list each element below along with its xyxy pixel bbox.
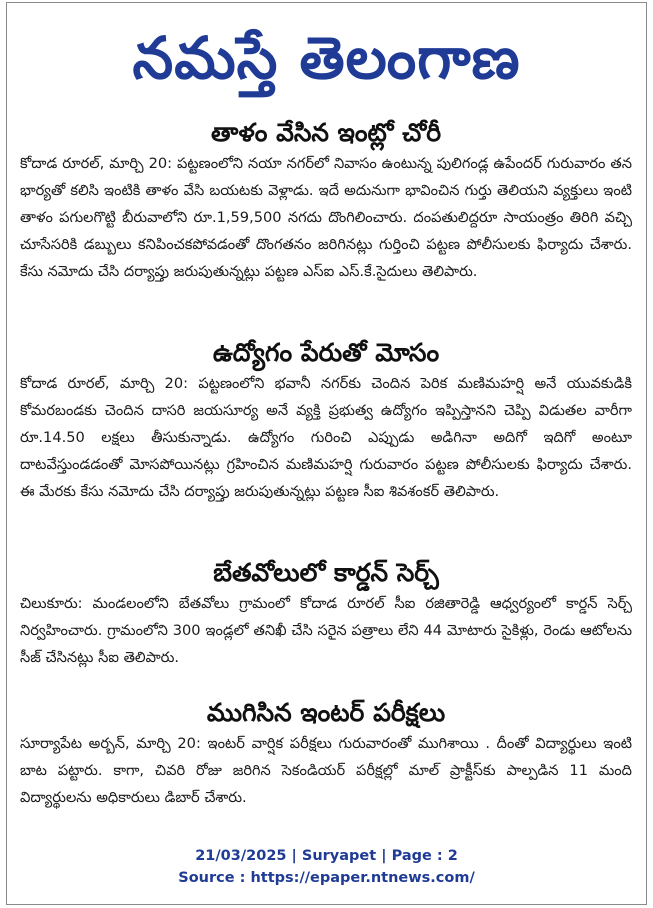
story-cordon-search <box>20 558 632 671</box>
story-body: చిలుకూరు: మండలంలోని బేతవోలు గ్రామంలో కోదాడ రూరల్ సీఐ రజితారెడ్డి ఆధ్వర్యంలో కార్డన్ సెర్చ్ నిర్వహించారు. గ్రామంలోని 300 ఇండ్లలో తనిఖీ చేసి సరైన పత్రాలు లేని 44 మోటారు సైకిళ్లు, రెండు ఆటోలను సీజ్ చేసినట్లు సీఐ తెలిపారు. <box>20 595 632 666</box>
story-body: సూర్యాపేట అర్బన్, మార్చి 20: ఇంటర్ వార్షిక పరీక్షలు గురువారంతో ముగిశాయి . దీంతో విద్యార్థులు ఇంటి బాట పట్టారు. కాగా, చివరి రోజు జరిగిన సెకండియర్ పరీక్షల్లో మాల్ ప్రాక్టీస్‌కు పాల్పడిన 11 మంది విద్యార్థులను అధికారులు డిబార్ చేశారు. <box>20 735 632 806</box>
newspaper-masthead: నమస్తే తెలంగాణ <box>132 24 521 92</box>
story-headline: ముగిసిన ఇంటర్ పరీక్షలు <box>206 698 446 727</box>
footer-source: Source : https://epaper.ntnews.com/ <box>178 870 475 886</box>
story-body: కోదాడ రూరల్, మార్చి 20: పట్టణంలోని నయా నగర్‌లో నివాసం ఉంటున్న పులిగండ్ల ఉపేందర్ గురువారం తన భార్యతో కలిసి ఇంటికి తాళం వేసి బయటకు వెళ్లాడు. ఇదే అదునుగా భావించిన గుర్తు తెలియని వ్యక్తులు ఇంటి తాళం పగులగొట్టి బీరువాలోని రూ.1,59,500 నగదు దొంగిలించారు. దంపతులిద్దరూ సాయంత్రం తిరిగి వచ్చి చూసేసరికి డబ్బులు కనిపించకపోవడంతో దొంగతనం జరిగినట్లు గుర్తించి పట్టణ పోలీసులకు ఫిర్యాదు చేశారు. కేసు నమోదు చేసి దర్యాప్తు జరుపుతున్నట్లు పట్టణ ఎస్ఐ ఎస్.కే.సైదులు తెలిపారు. <box>20 155 632 280</box>
footer-dateline: 21/03/2025 | Suryapet | Page : 2 <box>195 848 458 864</box>
story-inter-exams <box>20 698 632 811</box>
story-headline: ఉద్యోగం పేరుతో మోసం <box>212 338 440 367</box>
story-headline: బేతవోలులో కార్డన్ సెర్చ్ <box>213 558 439 587</box>
story-theft <box>20 118 632 285</box>
story-job-fraud <box>20 338 632 505</box>
story-headline: తాళం వేసిన ఇంట్లో చోరీ <box>210 118 442 147</box>
story-body: కోదాడ రూరల్, మార్చి 20: పట్టణంలోని భవానీ నగర్‌కు చెందిన పెరిక మణిమహర్షి అనే యువకుడికి కోమరబండకు చెందిన దాసరి జయసూర్య అనే వ్యక్తి ప్రభుత్వ ఉద్యోగం ఇప్పిస్తానని చెప్పి విడుతల వారీగా రూ.14.50 లక్షలు తీసుకున్నాడు. ఉద్యోగం గురించి ఎప్పుడు అడిగినా అదిగో ఇదిగో అంటూ దాటవేస్తుండడంతో మోసపోయినట్లు గ్రహించిన మణిమహర్షి గురువారం పట్టణ పోలీసులకు ఫిర్యాదు చేశారు. ఈ మేరకు కేసు నమోదు చేసి దర్యాప్తు జరుపుతున్నట్లు పట్టణ సీఐ శివశంకర్ తెలిపారు. <box>20 375 632 500</box>
